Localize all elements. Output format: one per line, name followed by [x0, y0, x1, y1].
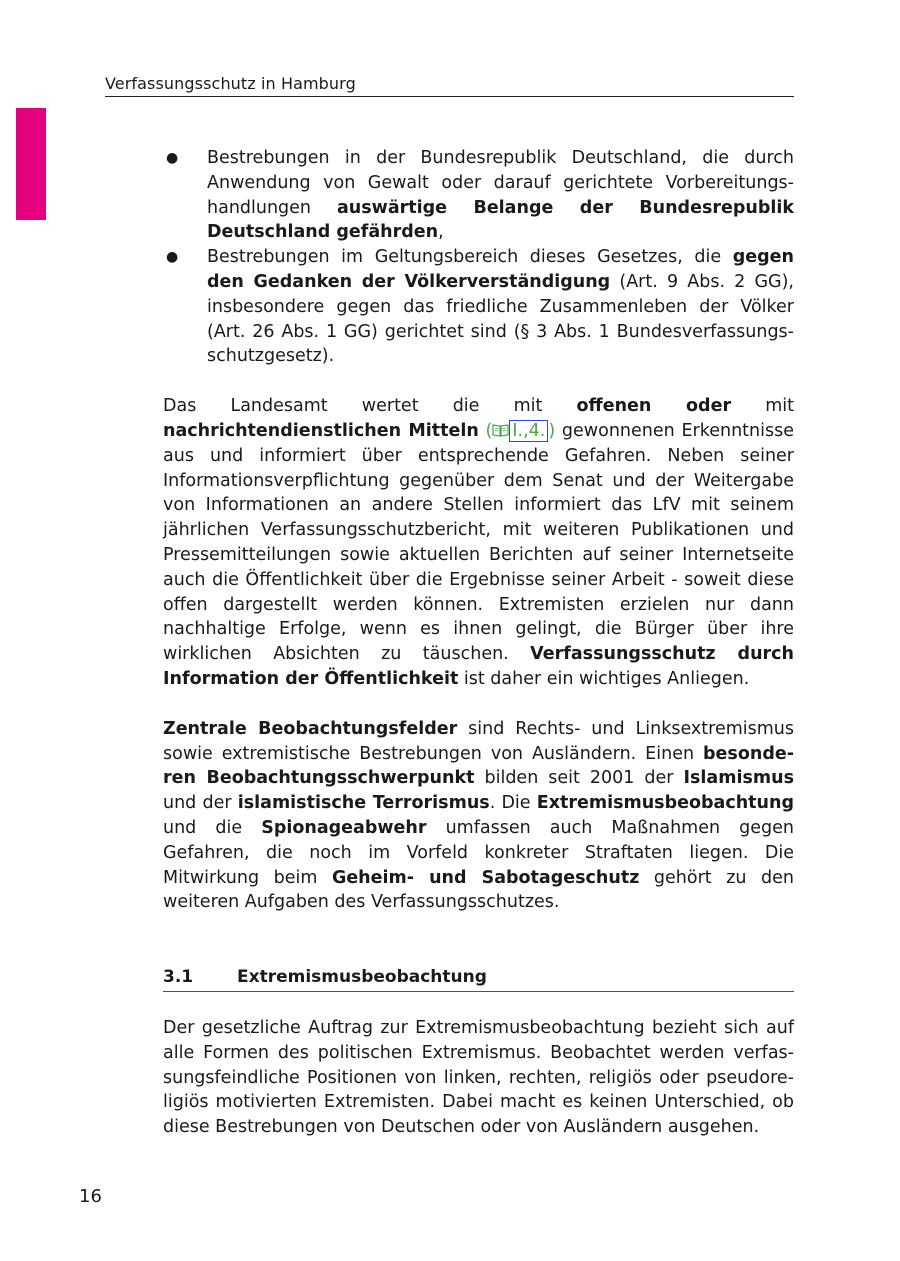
ref-paren-open: ( — [478, 420, 493, 441]
text-run: und der — [163, 793, 238, 814]
text-run: mit — [731, 396, 794, 417]
section-heading — [163, 965, 794, 992]
running-header: Verfassungsschutz in Hamburg — [105, 74, 794, 97]
emphasis: islamistische Terrorismus — [237, 793, 490, 814]
bullet-text: Bestrebungen in der Bundesrepublik Deutschland, die durch Anwendung von Gewalt oder darauf gerichtete Vorbereitungshandlungen — [207, 148, 794, 218]
text-run: sind Rechts- und Linksextremismus sowie extremistische Bestrebungen von Ausländern. Einen — [163, 718, 794, 764]
cross-reference[interactable] — [479, 421, 555, 441]
chapter-accent-bar — [16, 108, 46, 220]
bullet-icon: ● — [166, 150, 179, 166]
text-run: ist daher ein wichtiges Anliegen. — [458, 668, 750, 689]
emphasis: Zentrale Beobachtungsfelder — [163, 718, 458, 739]
text-run: gewonnenen Erkenntnisse aus und informiert über entsprechende Gefahren. Neben seiner Informationsverpflichtung gegenüber dem Senat und der Weitergabe von Informationen an andere Stellen informiert das LfV mit seinem jährlichen Verfassungsschutzbericht, mit weiteren Publikationen und Pressemitteilungen sowie aktuellen Berichten auf seiner Internetseite auch die Öffentlichkeit über die Ergebnisse seiner Arbeit - soweit diese offen dargestellt werden können. Extremisten erzielen nur dann nachhaltige Erfolge, wenn es ihnen gelingt, die Bürger über ihre wirklichen Absichten zu täuschen. — [163, 420, 795, 665]
main-content — [163, 146, 794, 1140]
ref-paren-close: ) — [548, 420, 556, 441]
bullet-text: (Art. 9 Abs. 2 GG), insbesondere gegen das friedliche Zusammenleben der Völker (Art. 26 Abs. 1 GG) gerichtet sind (§ 3 Abs. 1 Bundesverfassungsschutzgesetz). — [207, 271, 794, 367]
text-run: und die — [163, 817, 262, 838]
emphasis: Verfassungsschutz durch Information der Öffentlichkeit — [163, 644, 795, 689]
ref-link[interactable]: I.,4. — [509, 420, 548, 442]
bullet-text: , — [438, 222, 444, 243]
list-item — [163, 146, 794, 245]
emphasis: nachrichtendienstlichen Mitteln — [163, 420, 479, 441]
text-run: gehört zu den weiteren Aufgaben des Verfassungsschutzes. — [163, 867, 794, 913]
section-paragraph: Der gesetzliche Auftrag zur Extremismusbeobachtung bezieht sich auf alle Formen des politischen Extremismus. Beobachtet werden verfassungsfeindliche Positionen von linken, rechten, religiös oder pseudoreligiös motivierten Extremisten. Dabei macht es keinen Unterschied, ob diese Bestrebungen von Deutschen oder von Ausländern ausgehen. — [163, 1017, 794, 1138]
section-number: 3.1 — [163, 967, 194, 988]
text-run: . Die — [489, 793, 537, 814]
bullet-emphasis: gegen den Gedanken der Völkerverständigung — [207, 247, 794, 292]
text-run: Das Landesamt wertet die mit — [163, 396, 577, 417]
emphasis: Geheim- und Sabotageschutz — [331, 867, 640, 888]
emphasis: besonderen Beobachtungsschwerpunkt — [163, 743, 794, 789]
paragraph-beobachtungsfelder — [163, 717, 794, 915]
book-icon — [492, 423, 509, 437]
emphasis: Extremismusbeobachtung — [536, 793, 794, 814]
page-number: 16 — [79, 1186, 102, 1207]
text-run: bilden seit 2001 der — [474, 768, 684, 789]
emphasis: Spionageabwehr — [261, 817, 427, 838]
bullet-emphasis: auswärtige Belange der Bundesrepublik Deutschland gefährden — [207, 197, 795, 243]
emphasis: offenen oder — [576, 396, 732, 417]
bullet-icon: ● — [166, 249, 179, 266]
text-run: umfassen auch Maßnahmen gegen Gefahren, die noch im Vorfeld konkreter Straftaten liegen. Die Mitwirkung beim — [163, 817, 794, 888]
paragraph-landesamt — [163, 394, 794, 692]
list-item — [163, 245, 794, 369]
section-title: Extremismusbeobachtung — [237, 967, 487, 988]
emphasis: Islamismus — [683, 768, 794, 789]
bullet-list — [163, 146, 794, 369]
bullet-text: Bestrebungen im Geltungsbereich dieses Gesetzes, die — [207, 247, 733, 268]
